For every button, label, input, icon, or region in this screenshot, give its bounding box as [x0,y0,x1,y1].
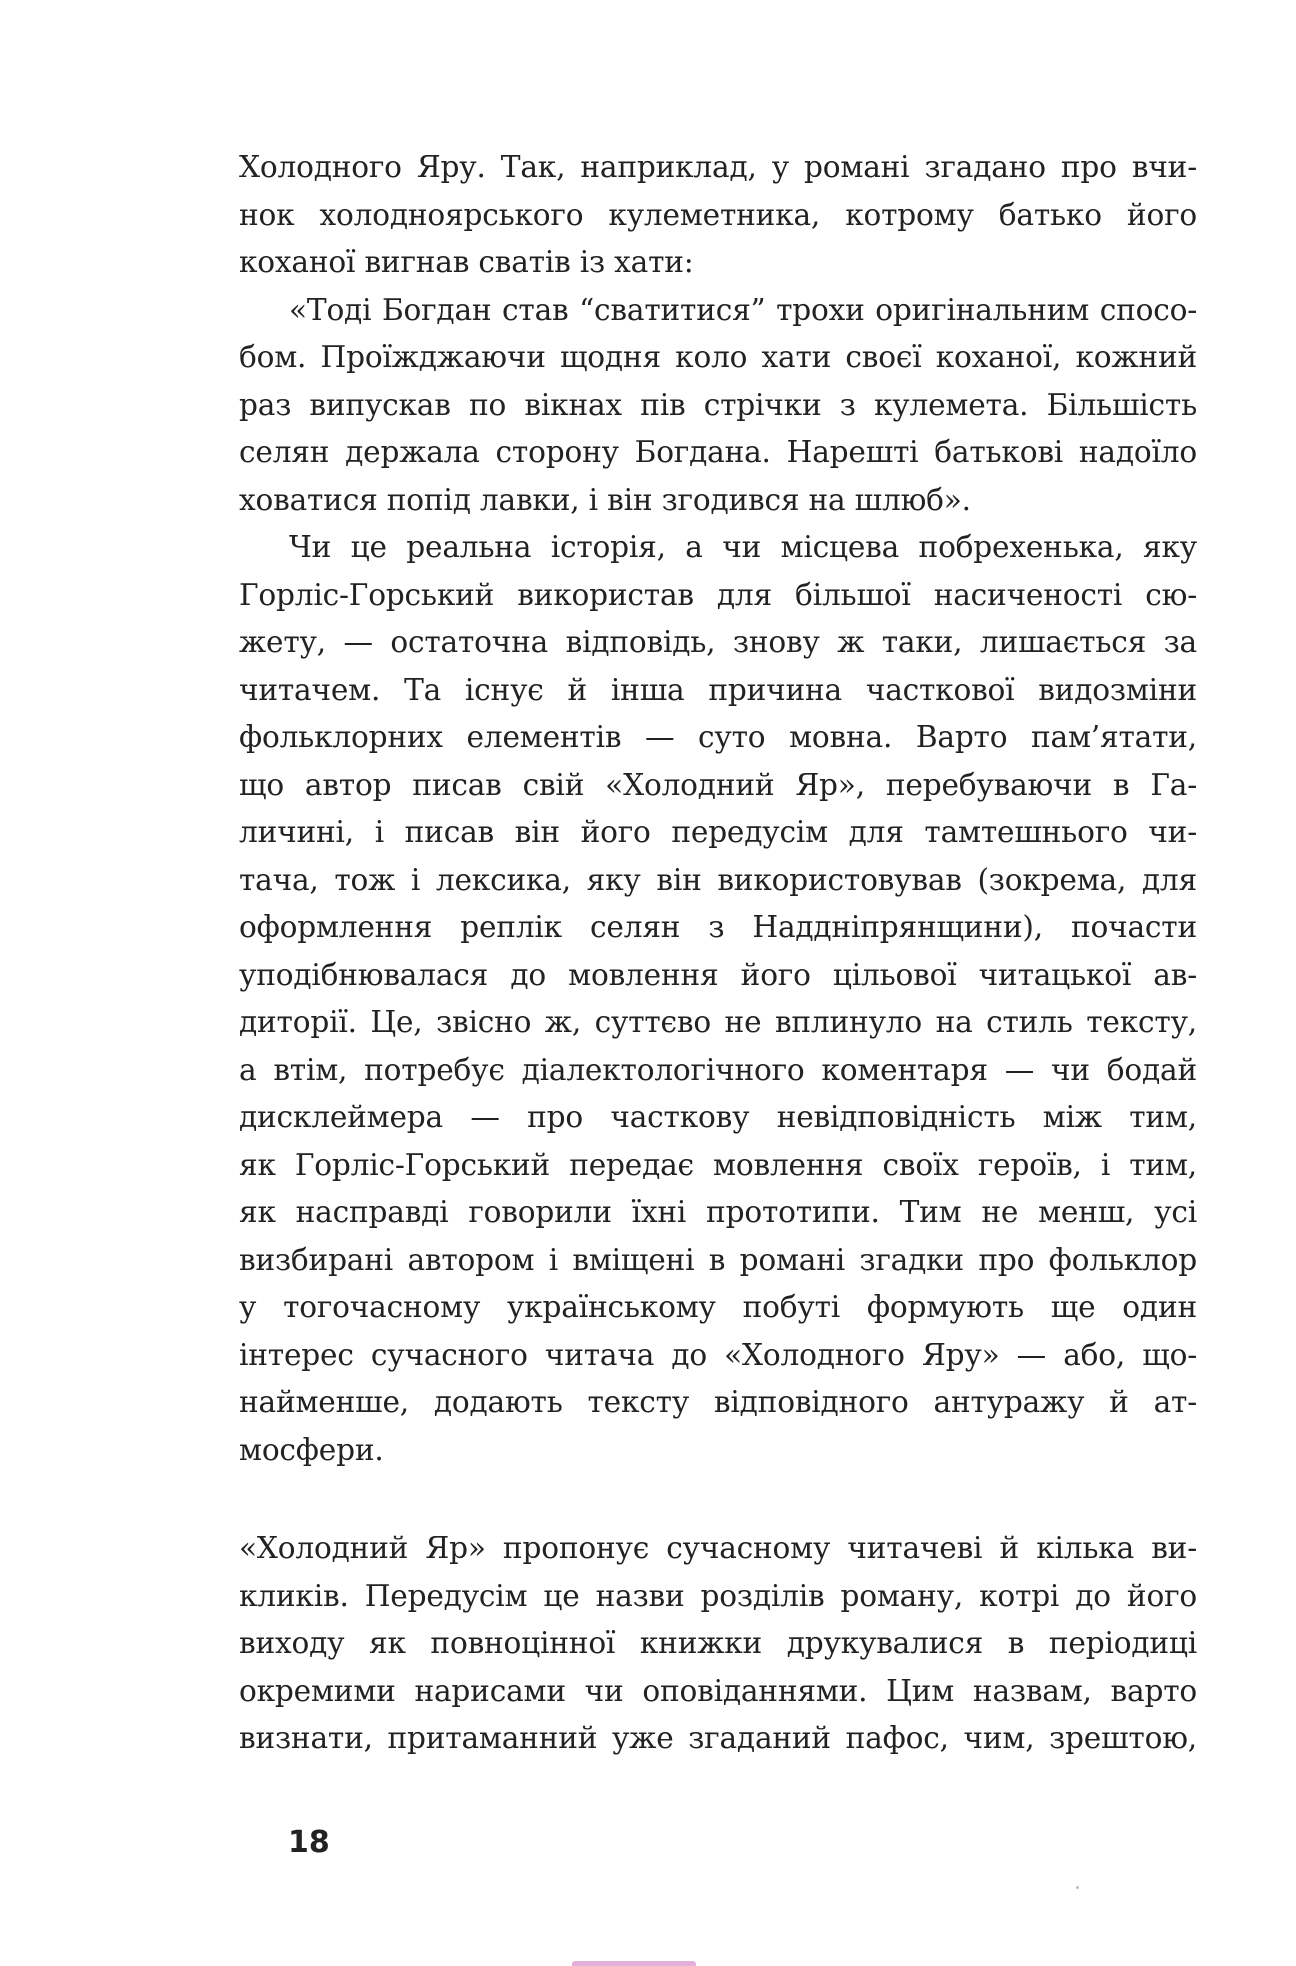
text-line: що автор писав свій «Холодний Яр», перебуваючи в Га- [239,767,1197,802]
text-line: Холодного Яру. Так, наприклад, у романі згадано про вчи- [239,150,1197,184]
text-line: у тогочасному українському побуті формують ще один [239,1290,1197,1324]
text-line: мосфери. [239,1432,384,1467]
quote-line: бом. Проїжджаючи щодня коло хати своєї коханої, кожний [239,340,1197,374]
quote-line: ховатися попід лавки, і він згодився на шлюб». [239,482,971,517]
page-number: 18 [288,1825,330,1860]
text-line: читачем. Та існує й інша причина часткової видозміни [239,672,1197,707]
text-line: оформлення реплік селян з Наддніпрянщини), почасти [239,910,1197,944]
text-line: виходу як повноцінної книжки друкувалися в періодиці [239,1626,1197,1660]
text-line: окремими нарисами чи оповіданнями. Цим назвам, варто [239,1673,1197,1708]
text-line: як насправді говорили їхні прототипи. Тим не менш, усі [239,1195,1197,1229]
text-line: жету, — остаточна відповідь, знову ж таки, лишається за [239,625,1197,659]
quote-line: раз випускав по вікнах пів стрічки з кулемета. Більшість [239,387,1197,422]
text-line: диторії. Це, звісно ж, суттєво не вплинуло на стиль тексту, [239,1005,1197,1039]
text-line: личині, і писав він його передусім для тамтешнього чи- [239,815,1197,849]
text-line: уподібнювалася до мовлення його цільової читацької ав- [239,957,1197,992]
text-line: тача, тож і лексика, яку він використовував (зокрема, для [239,862,1197,897]
text-line: «Холодний Яр» пропонує сучасному читачеві й кілька ви- [239,1531,1197,1565]
text-line: Горліс-Горський використав для більшої насиченості сю- [239,577,1197,612]
print-speck [1076,1886,1079,1889]
page-edge-mark [572,1961,696,1966]
text-line: дисклеймера — про часткову невідповідність між тим, [239,1100,1197,1134]
quote-line: «Тоді Богдан став “сватитися” трохи оригінальним спосо- [289,292,1197,327]
quote-line: селян держала сторону Богдана. Нарешті батькові надоїло [239,435,1197,469]
text-line: визбирані автором і вміщені в романі згадки про фольклор [239,1242,1197,1277]
text-line: визнати, притаманний уже згаданий пафос, чим, зрештою, [239,1721,1197,1755]
text-line: як Горліс-Горський передає мовлення своїх героїв, і тим, [239,1147,1197,1182]
text-line: Чи це реальна історія, а чи місцева побрехенька, яку [289,530,1197,564]
body-text-block-section-2 [239,1525,1197,1763]
text-line: фольклорних елементів — суто мовна. Варто пам’ятати, [239,720,1197,754]
text-line: а втім, потребує діалектологічного коментаря — чи бодай [239,1052,1197,1087]
body-text-block [239,144,1197,1474]
text-line: нок холодноярського кулеметника, котрому батько його [239,197,1197,232]
text-line: найменше, додають тексту відповідного антуражу й ат- [239,1385,1197,1419]
text-line: кликів. Передусім це назви розділів роману, котрі до його [239,1578,1197,1613]
text-line: коханої вигнав сватів із хати: [239,245,694,279]
text-line: інтерес сучасного читача до «Холодного Яру» — або, що- [239,1337,1197,1372]
